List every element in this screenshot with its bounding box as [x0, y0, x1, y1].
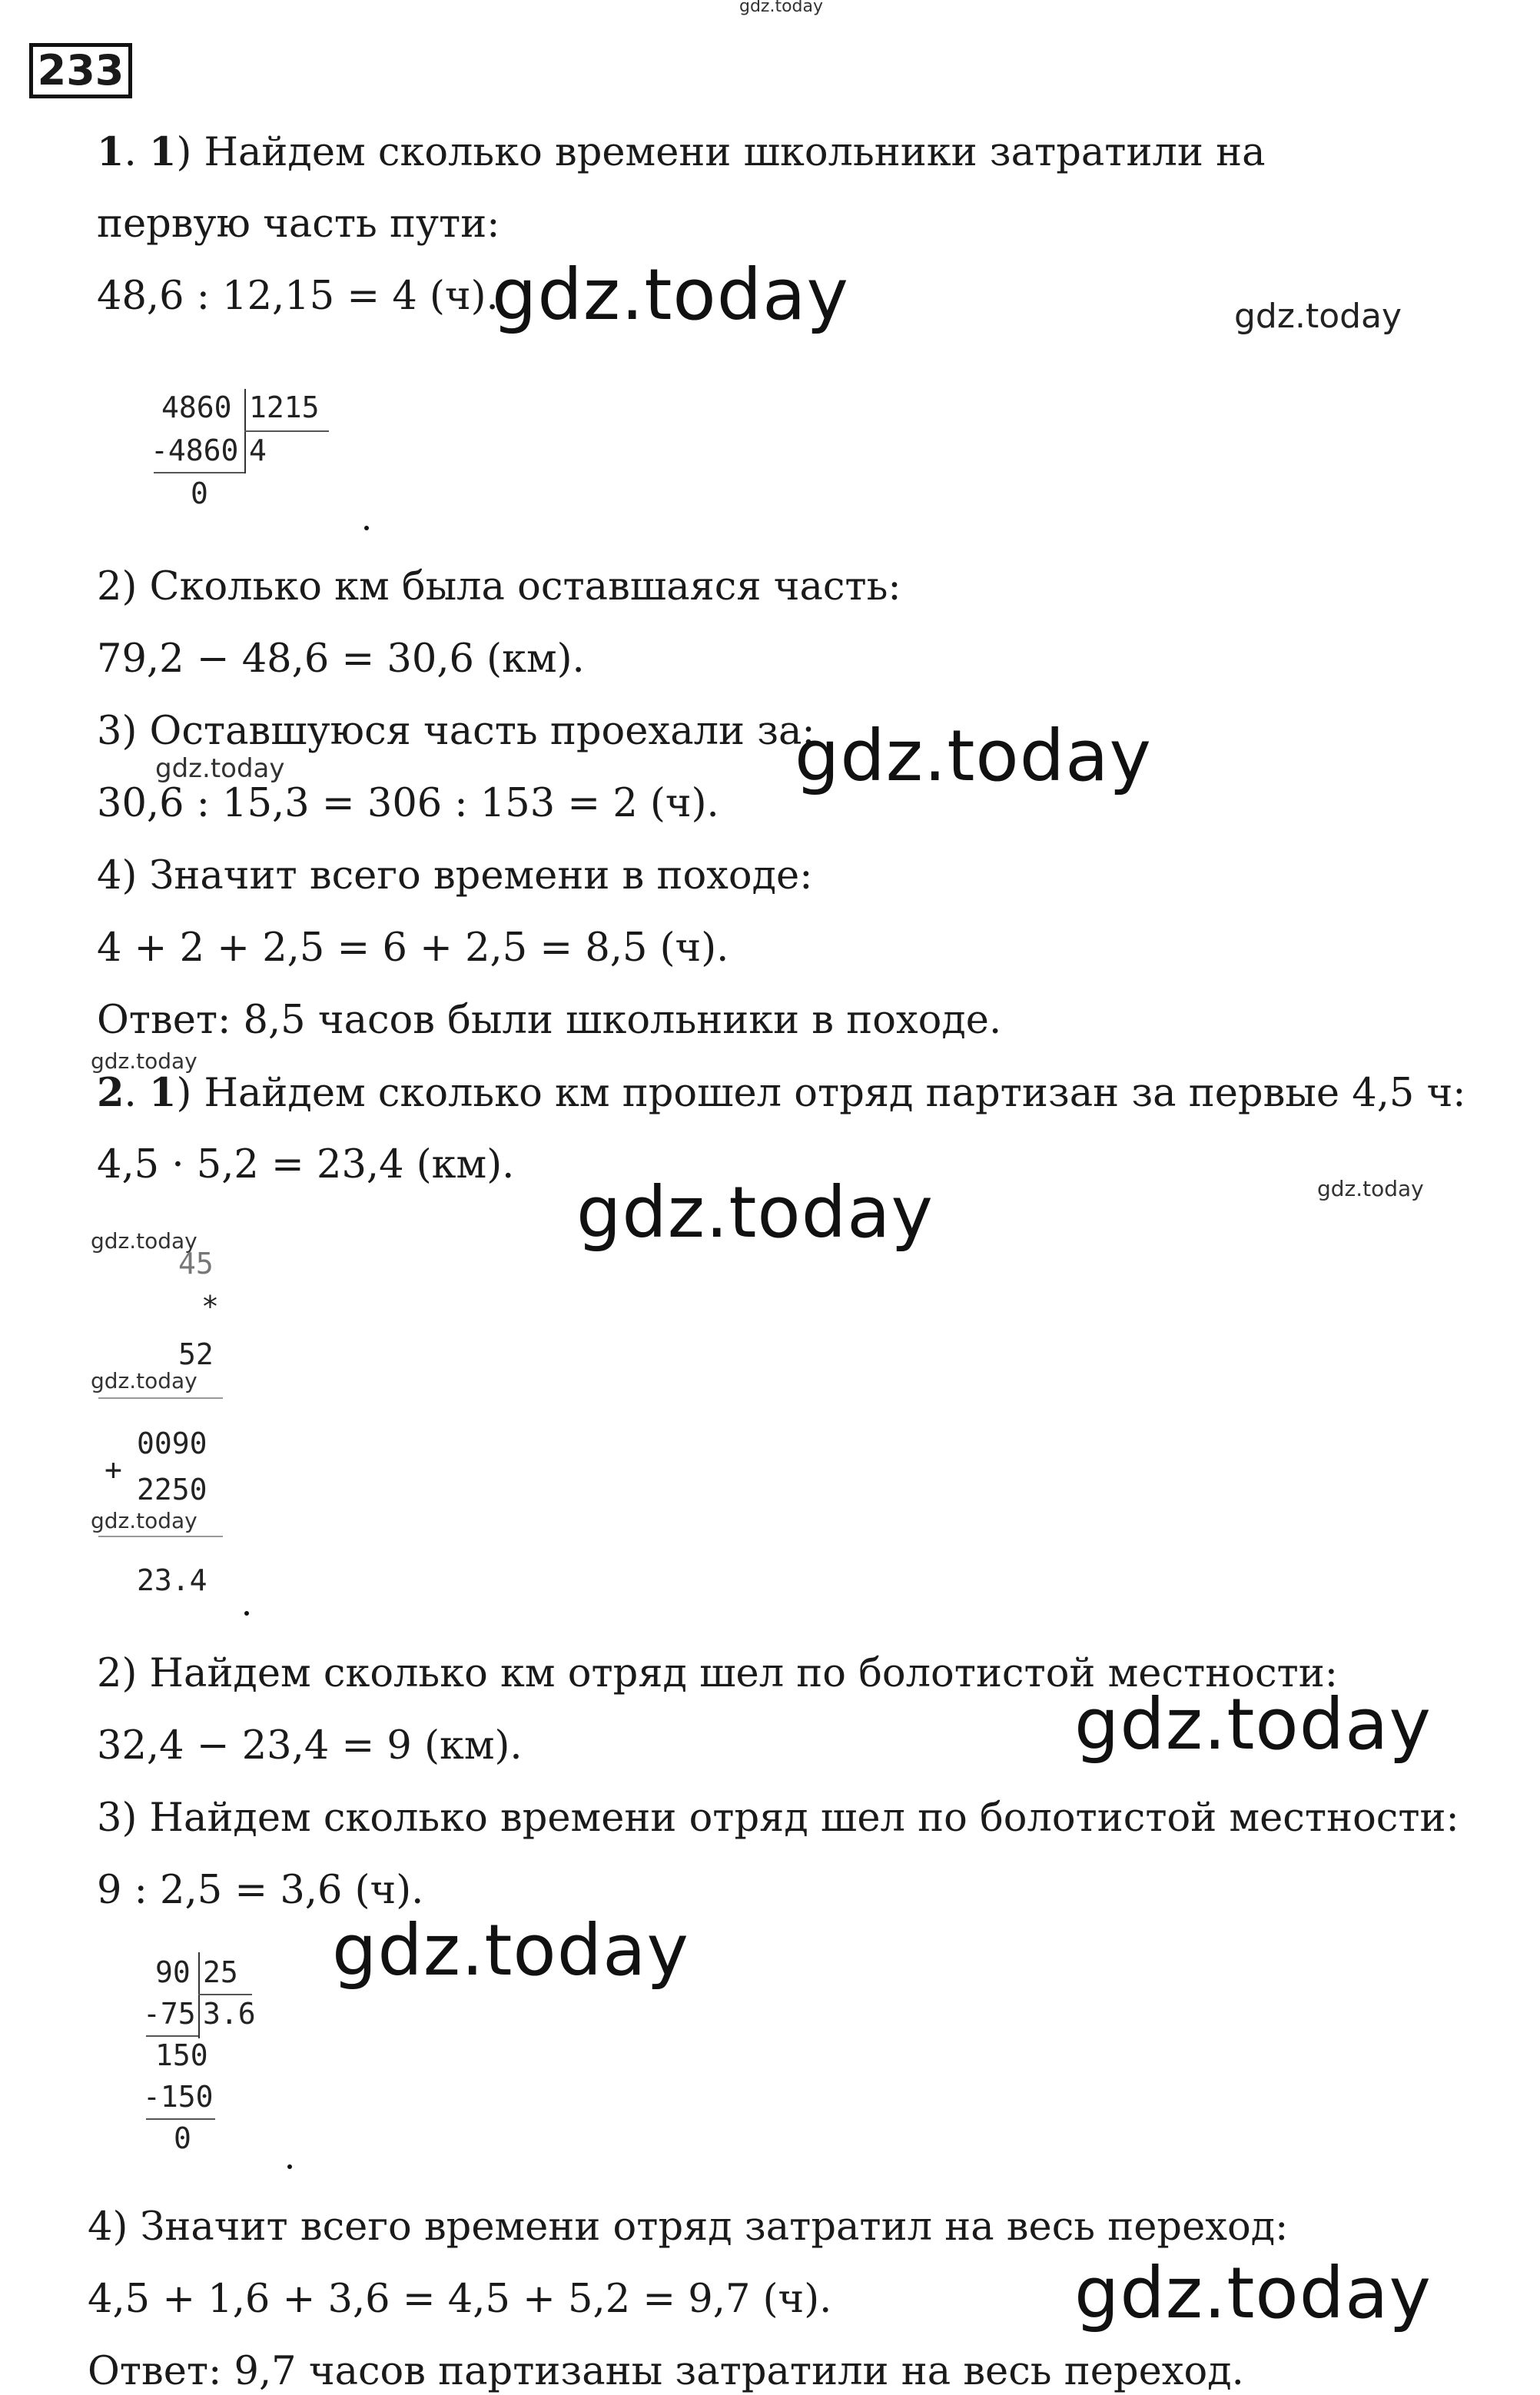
watermark: gdz.today [1074, 2252, 1432, 2334]
part1-step3-eq: 30,6 : 15,3 = 306 : 153 = 2 (ч). [97, 781, 719, 826]
watermark: gdz.today [155, 753, 285, 784]
div1-hline-quot [244, 430, 329, 432]
watermark-top: gdz.today [739, 0, 824, 16]
part2-step1-eq: 4,5 · 5,2 = 23,4 (км). [97, 1142, 515, 1188]
div1-quotient: 4 [249, 433, 267, 467]
watermark: gdz.today [492, 254, 849, 336]
period-dot [287, 2164, 292, 2169]
watermark: gdz.today [91, 1508, 197, 1533]
div2-hline-quot [198, 1994, 252, 1995]
period-dot [244, 1611, 249, 1616]
part2-step1-text: ) Найдем сколько км прошел отряд партизан за первые 4,5 ч: [176, 1071, 1466, 1116]
mult-p1: 0090 [137, 1427, 207, 1460]
part1-label-step: 1 [148, 129, 177, 175]
mult-result: 23.4 [137, 1563, 207, 1597]
mult-b: 52 [178, 1337, 214, 1371]
mult-op: * [201, 1290, 219, 1324]
part1-answer: Ответ: 8,5 часов были школьники в походе. [97, 998, 1002, 1043]
watermark: gdz.today [91, 1368, 197, 1393]
div1-remainder: 0 [191, 477, 208, 510]
div2-hline-sub2 [146, 2118, 215, 2120]
part2-answer: Ответ: 9,7 часов партизаны затратили на весь переход. [88, 2349, 1244, 2394]
div2-sub1: -75 [143, 1997, 196, 2031]
part1-step2-eq: 79,2 − 48,6 = 30,6 (км). [97, 636, 585, 682]
part2-step2-text: 2) Найдем сколько км отряд шел по болотистой местности: [97, 1651, 1338, 1696]
part1-step1: 1. 1) Найдем сколько времени школьники затратили на [97, 129, 1266, 175]
part1-step4-eq: 4 + 2 + 2,5 = 6 + 2,5 = 8,5 (ч). [97, 925, 729, 971]
part1-step1-text: ) Найдем сколько времени школьники затратили на [176, 130, 1266, 175]
part2-step2-eq: 32,4 − 23,4 = 9 (км). [97, 1723, 523, 1769]
div2-hline-sub1 [146, 2035, 198, 2037]
div1-dividend: 4860 [161, 390, 232, 424]
div2-dividend: 90 [155, 1955, 191, 1989]
watermark: gdz.today [576, 1171, 934, 1254]
mult-hline-2 [98, 1536, 223, 1537]
part2-label-step: 1 [148, 1070, 177, 1116]
mult-plus: + [105, 1453, 122, 1486]
mult-p2: 2250 [137, 1473, 207, 1506]
watermark: gdz.today [1317, 1176, 1424, 1201]
watermark: gdz.today [91, 1048, 197, 1074]
part1-step2-text: 2) Сколько км была оставшаяся часть: [97, 564, 901, 610]
part2-label-num: 2 [97, 1070, 124, 1116]
div2-r1: 150 [155, 2038, 208, 2072]
mult-hline-1 [98, 1397, 223, 1399]
part1-step3-text: 3) Оставшуюся часть проехали за: [97, 709, 815, 754]
part1-label-num: 1 [97, 129, 124, 175]
div2-divisor: 25 [203, 1955, 238, 1989]
part2-step3-eq: 9 : 2,5 = 3,6 (ч). [97, 1868, 424, 1913]
part2-step1: 2. 1) Найдем сколько км прошел отряд партизан за первые 4,5 ч: [97, 1070, 1466, 1116]
watermark: gdz.today [1234, 297, 1402, 336]
div1-hline-sub [154, 472, 244, 473]
div2-sub2: -150 [143, 2080, 214, 2114]
part2-step4-eq: 4,5 + 1,6 + 3,6 = 4,5 + 5,2 = 9,7 (ч). [88, 2277, 832, 2322]
div2-remainder: 0 [174, 2121, 191, 2155]
watermark: gdz.today [795, 715, 1152, 797]
part2-step3-text: 3) Найдем сколько времени отряд шел по болотистой местности: [97, 1795, 1459, 1841]
period-dot [364, 526, 369, 530]
div1-divisor: 1215 [249, 390, 320, 424]
div2-vline [198, 1952, 200, 2038]
part1-step1-eq: 48,6 : 12,15 = 4 (ч). [97, 274, 499, 319]
watermark: gdz.today [1074, 1683, 1432, 1766]
task-number: 233 [29, 43, 132, 98]
part1-step4-text: 4) Значит всего времени в походе: [97, 853, 813, 899]
watermark: gdz.today [332, 1909, 689, 1991]
mult-a: 45 [178, 1247, 214, 1281]
div2-quotient: 3.6 [203, 1997, 256, 2031]
part2-step4-text: 4) Значит всего времени отряд затратил на весь переход: [88, 2204, 1289, 2250]
part1-step1-text2: первую часть пути: [97, 201, 500, 247]
watermark: gdz.today [91, 1228, 197, 1254]
div1-sub: -4860 [151, 433, 239, 467]
